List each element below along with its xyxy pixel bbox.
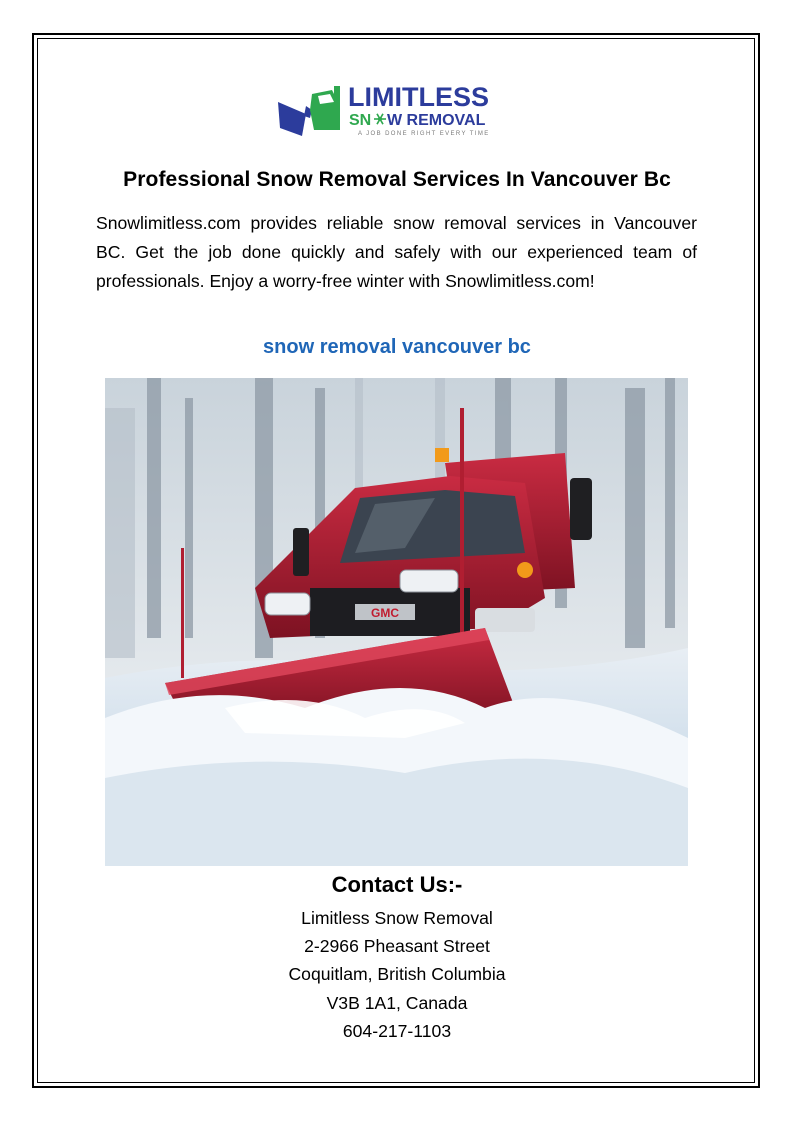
logo-word-snow-part1: SN bbox=[349, 112, 372, 129]
contact-postal: V3B 1A1, Canada bbox=[326, 992, 468, 1013]
contact-details bbox=[60, 904, 734, 1045]
logo-word-removal: W REMOVAL bbox=[387, 112, 486, 129]
service-link[interactable]: snow removal vancouver bc bbox=[263, 336, 531, 358]
logo-tagline: A JOB DONE RIGHT EVERY TIME bbox=[358, 131, 490, 137]
beacon-light bbox=[435, 448, 449, 462]
snowflake-icon bbox=[374, 114, 386, 124]
logo-word-limitless: LIMITLESS bbox=[348, 82, 489, 112]
contact-phone[interactable]: 604-217-1103 bbox=[342, 1020, 452, 1041]
company-logo bbox=[276, 80, 512, 140]
contact-heading: Contact Us:- bbox=[331, 872, 463, 897]
page-title: Professional Snow Removal Services In Vancouver Bc bbox=[123, 168, 671, 191]
intro-paragraph: Snowlimitless.com provides reliable snow removal services in Vancouver BC. Get the job done quickly and safely with our experienced team of professionals. Enjoy a worry-free winter with Snowlimitless.com! bbox=[96, 213, 697, 291]
gmc-badge: GMC bbox=[371, 606, 399, 620]
contact-city: Coquitlam, British Columbia bbox=[288, 964, 506, 985]
snow-plow-truck-photo bbox=[105, 378, 688, 866]
contact-company: Limitless Snow Removal bbox=[301, 908, 493, 928]
plow-blade-icon bbox=[278, 102, 306, 136]
contact-street: 2-2966 Pheasant Street bbox=[304, 936, 490, 957]
